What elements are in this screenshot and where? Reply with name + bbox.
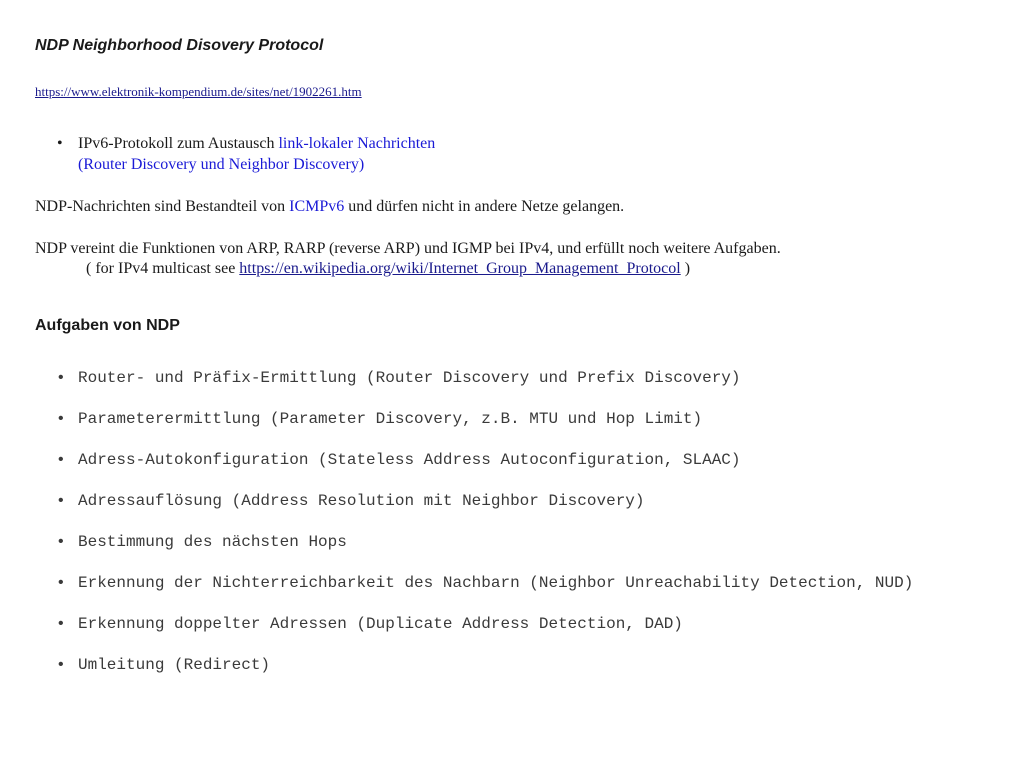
para2-line2-after: ) xyxy=(680,260,691,277)
para1-before: NDP-Nachrichten sind Bestandteil von xyxy=(35,198,290,215)
para1-highlight: ICMPv6 xyxy=(289,198,345,215)
para2-line2-before: ( for IPv4 multicast see xyxy=(86,260,240,277)
task-text: Adressauflösung (Address Resolution mit Neighbor Discovery) xyxy=(78,492,645,510)
list-item xyxy=(58,656,913,697)
intro-bullet-line2: (Router Discovery und Neighbor Discovery) xyxy=(78,156,365,173)
bullet-dot: • xyxy=(58,615,64,632)
bullet-dot: • xyxy=(58,574,64,591)
list-item xyxy=(58,369,913,410)
task-text: Erkennung doppelter Adressen (Duplicate Address Detection, DAD) xyxy=(78,615,683,633)
list-item xyxy=(58,410,913,451)
source-link[interactable]: https://www.elektronik-kompendium.de/sites/net/1902261.htm xyxy=(35,84,362,99)
task-text: Bestimmung des nächsten Hops xyxy=(78,533,347,551)
task-text: Erkennung der Nichterreichbarkeit des Nachbarn (Neighbor Unreachability Detection, NUD) xyxy=(78,574,914,592)
intro-bullet-dot: • xyxy=(57,135,63,152)
list-item xyxy=(58,533,913,574)
bullet-dot: • xyxy=(58,492,64,509)
para1-after: und dürfen nicht in andere Netze gelangen. xyxy=(344,198,625,215)
bullet-dot: • xyxy=(58,410,64,427)
intro-bullet-text: IPv6-Protokoll zum Austausch xyxy=(78,135,279,152)
intro-bullet-highlight: link-lokaler Nachrichten xyxy=(278,135,436,152)
list-item xyxy=(58,492,913,533)
paragraph-functions: NDP vereint die Funktionen von ARP, RARP (reverse ARP) und IGMP bei IPv4, und erfüllt noch weitere Aufgaben. xyxy=(35,240,781,257)
task-text: Parameterermittlung (Parameter Discovery, z.B. MTU und Hop Limit) xyxy=(78,410,703,428)
list-item xyxy=(58,615,913,656)
bullet-dot: • xyxy=(58,656,64,673)
paragraph-icmpv6 xyxy=(35,198,624,216)
tasks-heading: Aufgaben von NDP xyxy=(35,317,180,334)
list-item xyxy=(58,574,913,615)
task-text: Umleitung (Redirect) xyxy=(78,656,271,674)
igmp-wiki-link[interactable]: https://en.wikipedia.org/wiki/Internet_Group_Management_Protocol xyxy=(239,260,681,277)
task-text: Adress-Autokonfiguration (Stateless Address Autoconfiguration, SLAAC) xyxy=(78,451,741,469)
task-text: Router- und Präfix-Ermittlung (Router Discovery und Prefix Discovery) xyxy=(78,369,741,387)
paragraph-functions-line2 xyxy=(86,260,690,278)
intro-bullet-line1 xyxy=(78,135,435,153)
bullet-dot: • xyxy=(58,451,64,468)
bullet-dot: • xyxy=(58,533,64,550)
list-item xyxy=(58,451,913,492)
page-title: NDP Neighborhood Disovery Protocol xyxy=(35,37,324,54)
tasks-list xyxy=(58,369,913,697)
bullet-dot: • xyxy=(58,369,64,386)
